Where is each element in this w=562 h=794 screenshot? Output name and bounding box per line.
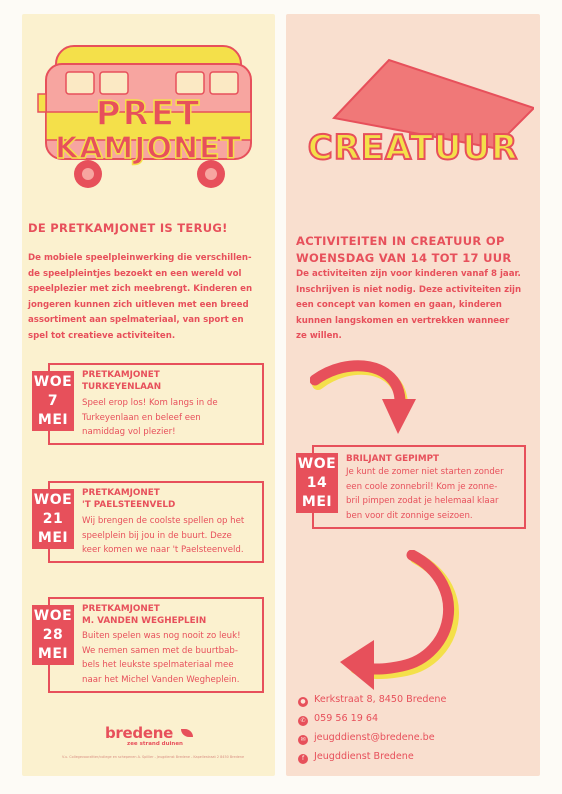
contact-facebook[interactable]	[298, 750, 414, 764]
date-number: 28	[42, 627, 64, 643]
event-description	[82, 514, 258, 558]
contact-address	[298, 693, 446, 707]
event-card	[32, 363, 264, 445]
intro-line: de speelpleintjes bezoekt en een wereld vol	[28, 268, 242, 279]
event-title	[82, 369, 161, 393]
date-number: 7	[47, 393, 59, 409]
intro-line: De activiteiten zijn voor kinderen vanaf 8 jaar.	[296, 269, 521, 279]
location-icon: ●	[298, 697, 308, 707]
logo-line-2: KAMJONET	[54, 131, 243, 166]
pretkamjonet-logo	[22, 96, 275, 166]
desc-line: Wij brengen de coolste spellen op het	[82, 516, 245, 526]
date-day: WOE	[33, 492, 73, 508]
date-number: 14	[306, 475, 328, 491]
fineprint: V.u. Collegevoorzitter/college en schepenen A. Spillier - Jeugdienst Bredene - Kapellestraat 2 8450 Bredene	[62, 755, 245, 759]
desc-line: naar het Michel Vanden Wegheplein.	[82, 674, 240, 685]
date-day: WOE	[33, 374, 73, 390]
date-month: MEI	[37, 646, 69, 662]
date-month: MEI	[37, 530, 69, 546]
heading-line: ACTIVITEITEN IN CREATUUR OP	[296, 234, 505, 248]
desc-line: een coole zonnebril! Kom je zonne-	[346, 481, 498, 492]
date-month: MEI	[37, 412, 69, 428]
event-title-line: PRETKAMJONET	[82, 370, 160, 380]
intro-line: ze willen.	[296, 331, 342, 341]
desc-line: Buiten spelen was nog nooit zo leuk!	[82, 631, 241, 641]
facebook-icon: f	[298, 754, 308, 764]
event-description	[82, 396, 258, 440]
desc-line: bels het leukste spelmateriaal mee	[82, 660, 234, 670]
event-date	[296, 453, 338, 513]
contact-text: 059 56 19 64	[314, 713, 379, 724]
event-title-line: 'T PAELSTEENVELD	[82, 500, 176, 510]
desc-line: speelplein bij jou in de buurt. Deze	[82, 530, 232, 541]
contact-text: jeugddienst@bredene.be	[314, 732, 435, 743]
intro-line: jongeren kunnen zich uitleven met een breed	[28, 299, 249, 310]
event-card	[32, 481, 264, 563]
event-title	[82, 603, 206, 627]
desc-line: namiddag vol plezier!	[82, 427, 176, 437]
left-intro	[28, 251, 268, 344]
arrow-down-right-icon	[310, 354, 420, 444]
right-intro	[296, 267, 536, 345]
event-title: BRILJANT GEPIMPT	[346, 454, 440, 464]
desc-line: Speel erop los! Kom langs in de	[82, 398, 218, 408]
intro-line: kunnen langskomen en vertrekken wanneer	[296, 315, 510, 326]
event-title-line: PRETKAMJONET	[82, 604, 160, 614]
event-date	[32, 605, 74, 665]
event-title	[82, 487, 175, 511]
arrow-down-left-icon	[336, 550, 466, 700]
mail-icon: ✉	[298, 735, 308, 745]
creatuur-logo: CREATUUR	[307, 128, 519, 168]
bredene-logo	[105, 723, 193, 747]
desc-line: keer komen we naar 't Paelsteenveld.	[82, 545, 244, 555]
desc-line: bril pimpen zodat je helemaal klaar	[346, 496, 499, 506]
event-card	[296, 445, 526, 529]
date-day: WOE	[33, 608, 73, 624]
date-day: WOE	[297, 456, 337, 472]
event-title-line: M. VANDEN WEGHEPLEIN	[82, 616, 207, 626]
desc-line: ben voor dit zonnige seizoen.	[346, 510, 473, 521]
desc-line: We nemen samen met de buurtbab-	[82, 645, 238, 656]
event-title-line: PRETKAMJONET	[82, 488, 160, 498]
contact-text: Jeugddienst Bredene	[314, 751, 414, 762]
brand-leaf-icon	[181, 729, 193, 737]
intro-line: De mobiele speelpleinwerking die verschillen-	[28, 253, 252, 263]
intro-line: Inschrijven is niet nodig. Deze activiteiten zijn	[296, 284, 522, 295]
left-panel	[22, 14, 275, 776]
brand-name: bredene	[105, 724, 173, 742]
brand-tagline: zee strand duinen	[127, 741, 183, 747]
event-card	[32, 597, 264, 693]
event-description	[346, 465, 520, 523]
desc-line: Je kunt de zomer niet starten zonder	[346, 467, 504, 477]
date-number: 21	[42, 511, 64, 527]
event-date	[32, 371, 74, 431]
right-heading	[296, 233, 512, 267]
date-month: MEI	[301, 494, 333, 510]
intro-line: een concept van komen en gaan, kinderen	[296, 300, 502, 310]
heading-line: WOENSDAG VAN 14 TOT 17 UUR	[296, 251, 512, 265]
contact-phone[interactable]	[298, 712, 378, 726]
right-panel	[286, 14, 540, 776]
phone-icon: ✆	[298, 716, 308, 726]
contact-email[interactable]	[298, 731, 435, 745]
event-date	[32, 489, 74, 549]
contact-text: Kerkstraat 8, 8450 Bredene	[314, 694, 447, 705]
event-description	[82, 629, 258, 687]
intro-line: speelplezier met zich meebrengt. Kinderen en	[28, 284, 253, 294]
event-title-line: TURKEYENLAAN	[82, 382, 162, 392]
logo-line-1: PRET	[95, 94, 202, 134]
desc-line: Turkeyenlaan en beleef een	[82, 412, 201, 423]
intro-line: spel tot creatieve activiteiten.	[28, 330, 176, 341]
left-heading: DE PRETKAMJONET IS TERUG!	[28, 221, 228, 235]
intro-line: assortiment aan spelmateriaal, van sport en	[28, 315, 244, 325]
